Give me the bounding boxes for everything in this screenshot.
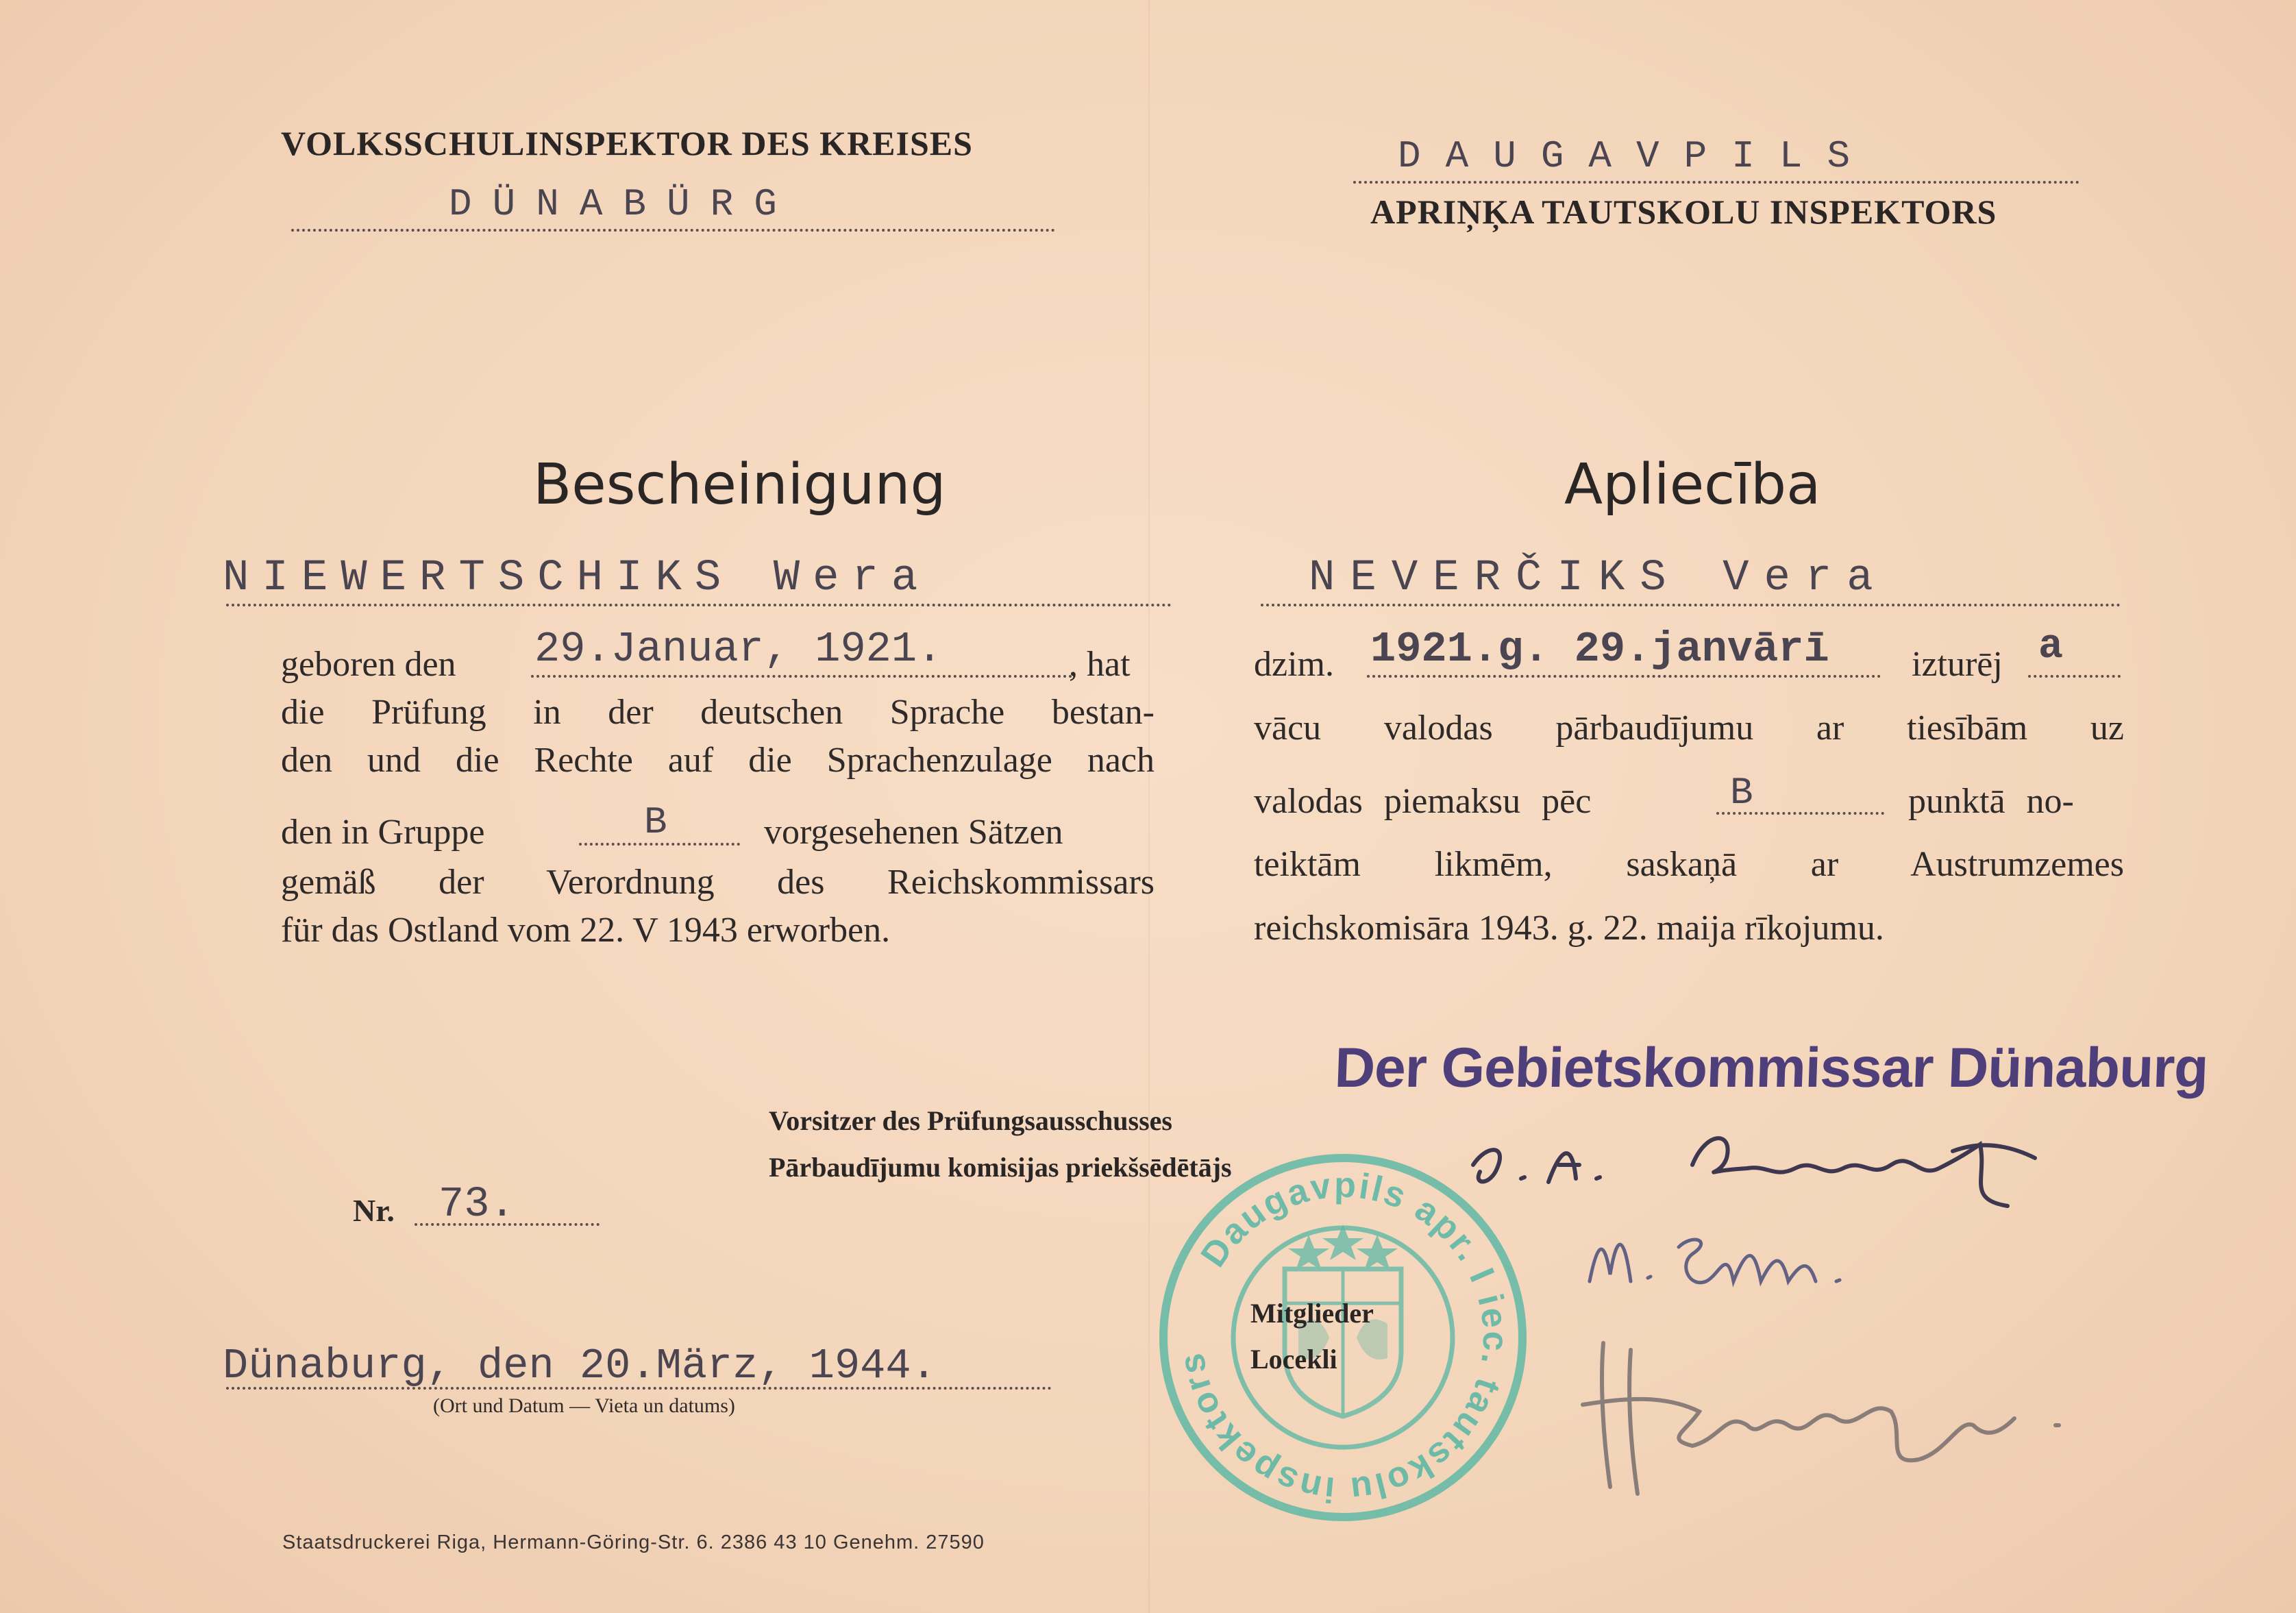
printer-imprint: Staatsdruckerei Riga, Hermann-Göring-Str. 6. 2386 43 10 Genehm. 27590 <box>282 1531 985 1553</box>
de-group-suffix: vorgesehenen Sätzen <box>764 813 1063 852</box>
de-title: Bescheinigung <box>533 452 946 517</box>
lv-line-5: reichskomisāra 1943. g. 22. maija rīkojumu. <box>1254 909 1884 948</box>
de-group-value: B <box>644 800 667 844</box>
de-district-value: DÜNABÜRG <box>449 182 798 226</box>
de-line-5: gemäß der Verordnung des Reichskommissars <box>281 863 1155 902</box>
signature-chair <box>1459 1103 2076 1220</box>
place-date-value: Dünaburg, den 20.März, 1944. <box>223 1342 937 1390</box>
de-line-2: die Prüfung in der deutschen Sprache bestan- <box>281 693 1155 732</box>
lv-group-suffix: punktā no- <box>1908 782 2074 821</box>
lv-group-value: B <box>1730 771 1753 815</box>
de-born-date: 29.Januar, 1921. <box>534 625 943 674</box>
lv-born-prefix: dzim. <box>1254 645 1334 684</box>
members-label-de: Mitglieder <box>1250 1298 1374 1329</box>
de-name: NIEWERTSCHIKS Wera <box>223 554 931 603</box>
gebietskommissar-stamp: Der Gebietskommissar Dünaburg <box>1333 1037 2209 1099</box>
lv-line-2: vācu valodas pārbaudījumu ar tiesībām uz <box>1254 709 2124 748</box>
number-label: Nr. <box>353 1193 395 1228</box>
signature-member-1 <box>1576 1206 1932 1309</box>
lv-passed-suffix: a <box>2038 624 2064 670</box>
de-group-prefix: den in Gruppe <box>281 813 485 852</box>
de-authority-heading: VOLKSSCHULINSPEKTOR DES KREISES <box>281 124 973 162</box>
de-born-prefix: geboren den <box>281 645 456 684</box>
members-label-lv: Locekli <box>1250 1344 1337 1375</box>
place-date-caption: (Ort und Datum — Vieta un datums) <box>433 1394 735 1417</box>
de-line-6: für das Ostland vom 22. V 1943 erworben. <box>281 911 891 950</box>
lv-born-date: 1921.g. 29.janvārī <box>1370 625 1829 674</box>
lv-passed-label: izturēj <box>1912 645 2003 684</box>
chair-label-de: Vorsitzer des Prüfungsausschusses <box>769 1105 1172 1136</box>
lv-name: NEVERČIKS Vera <box>1309 554 1888 603</box>
number-value: 73. <box>439 1180 515 1229</box>
chair-label-lv: Pārbaudījumu komisijas priekšsēdētājs <box>769 1152 1232 1183</box>
lv-title: Apliecība <box>1564 452 1821 517</box>
de-born-suffix: , hat <box>1069 645 1131 684</box>
signature-member-2 <box>1562 1329 2083 1507</box>
center-fold <box>1148 0 1150 1613</box>
lv-line-4: teiktām likmēm, saskaņā ar Austrumzemes <box>1254 845 2124 884</box>
lv-group-prefix: valodas piemaksu pēc <box>1254 782 1592 821</box>
de-line-3: den und die Rechte auf die Sprachenzulage nach <box>281 741 1155 780</box>
seal-ring-text: Daugavpils apr. I iec. tautskolu inspektors <box>1171 1165 1516 1510</box>
lv-authority-heading: APRIŅĶA TAUTSKOLU INSPEKTORS <box>1370 193 1997 231</box>
lv-district-value: DAUGAVPILS <box>1398 134 1875 178</box>
